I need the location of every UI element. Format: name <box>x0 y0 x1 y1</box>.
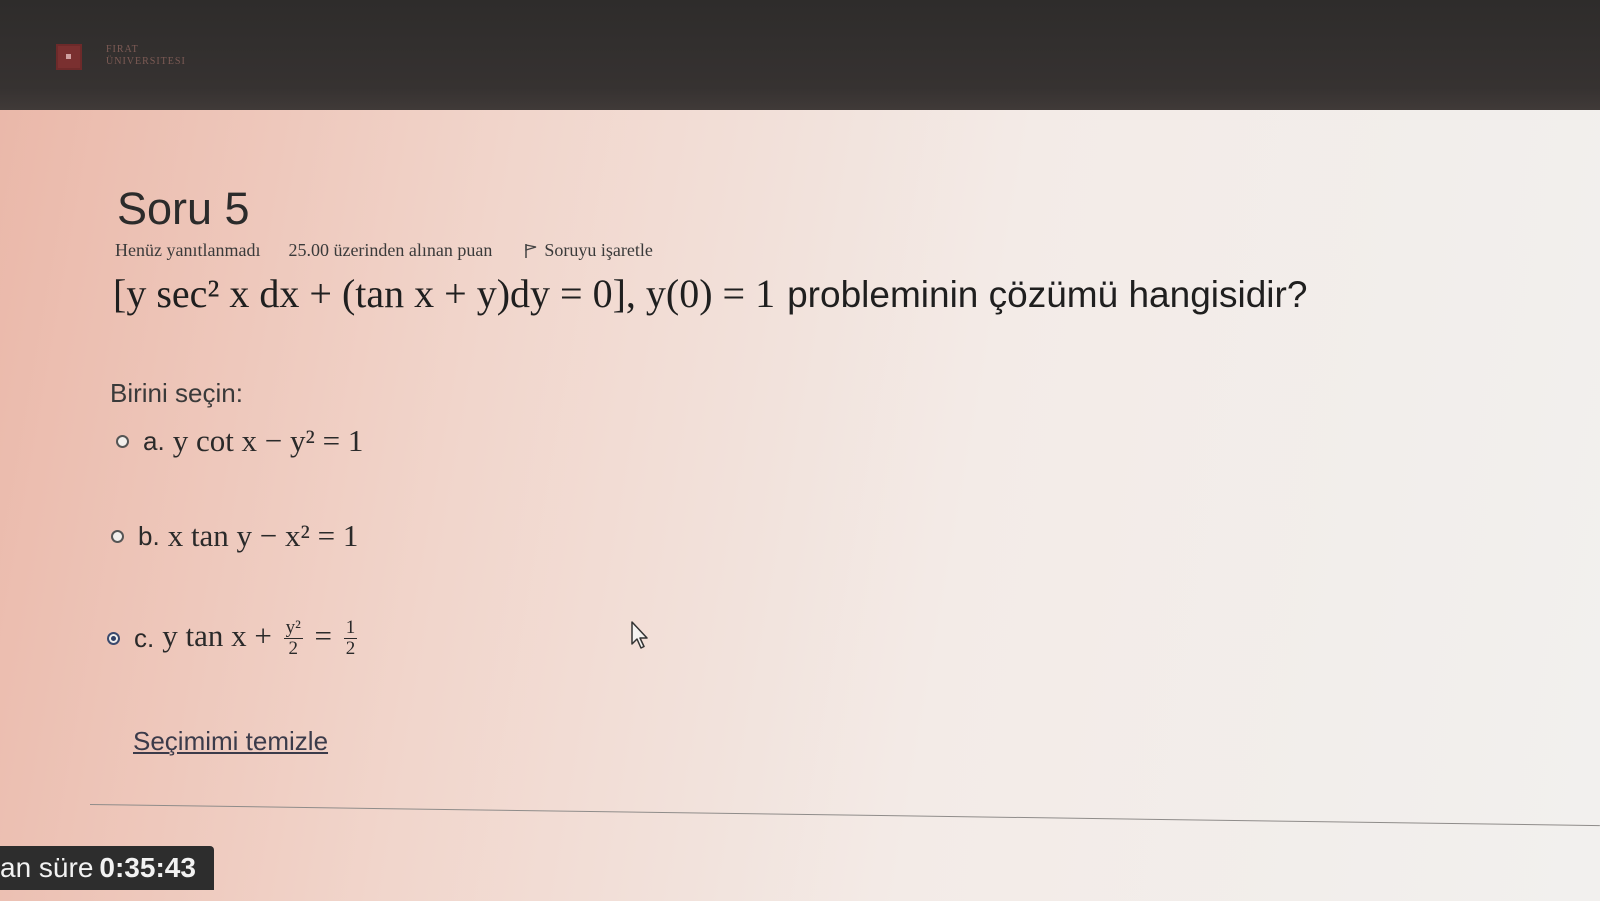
timer-label: an süre <box>0 852 94 883</box>
logo-line-2: ÜNIVERSITESI <box>106 56 186 67</box>
answer-text: x tan y − x² = 1 <box>167 518 359 553</box>
university-logo-text[interactable] <box>106 44 186 68</box>
answer-equals: = <box>314 618 340 653</box>
fraction-numerator: y² <box>285 617 301 639</box>
divider <box>90 804 1600 826</box>
top-navbar <box>0 0 1600 110</box>
question-grade: 25.00 üzerinden alınan puan <box>288 240 493 260</box>
quiz-timer <box>0 846 214 890</box>
radio-button-selected[interactable] <box>107 632 120 645</box>
question-prompt: probleminin çözümü hangisidir? <box>787 274 1308 315</box>
radio-button[interactable] <box>111 530 124 543</box>
question-status: Henüz yanıtlanmadı <box>115 240 261 260</box>
radio-button[interactable] <box>116 435 129 448</box>
logo-line-1: FIRAT <box>106 44 139 55</box>
question-title: Soru 5 <box>117 183 250 234</box>
fraction-denominator: 2 <box>288 638 298 660</box>
answer-label: a. <box>143 425 165 456</box>
answer-option-b[interactable] <box>111 518 358 554</box>
answer-option-c[interactable] <box>107 618 361 659</box>
question-info <box>115 240 653 261</box>
answer-prompt: Birini seçin: <box>110 378 243 408</box>
flag-question-label: Soruyu işaretle <box>544 240 653 260</box>
fraction <box>284 618 303 659</box>
fraction-denominator: 2 <box>345 638 356 660</box>
flag-question-button[interactable] <box>524 240 652 261</box>
answer-label: c. <box>134 623 155 654</box>
flag-icon <box>524 243 538 259</box>
answer-label: b. <box>138 520 160 551</box>
timer-value: 0:35:43 <box>99 852 196 883</box>
question-text <box>113 270 1307 317</box>
question-area <box>0 110 1600 901</box>
answer-lhs: y tan x + <box>162 618 280 653</box>
answer-text <box>162 618 361 659</box>
question-equation: [y sec² x dx + (tan x + y)dy = 0], y(0) = 1 <box>113 271 776 316</box>
mouse-cursor-icon <box>630 620 652 650</box>
answer-option-a[interactable] <box>116 423 363 459</box>
university-logo-icon[interactable] <box>56 44 82 70</box>
fraction-numerator: 1 <box>345 617 356 639</box>
answer-text: y cot x − y² = 1 <box>172 423 364 458</box>
fraction <box>344 618 358 659</box>
clear-selection-link[interactable]: Seçimimi temizle <box>133 726 329 756</box>
